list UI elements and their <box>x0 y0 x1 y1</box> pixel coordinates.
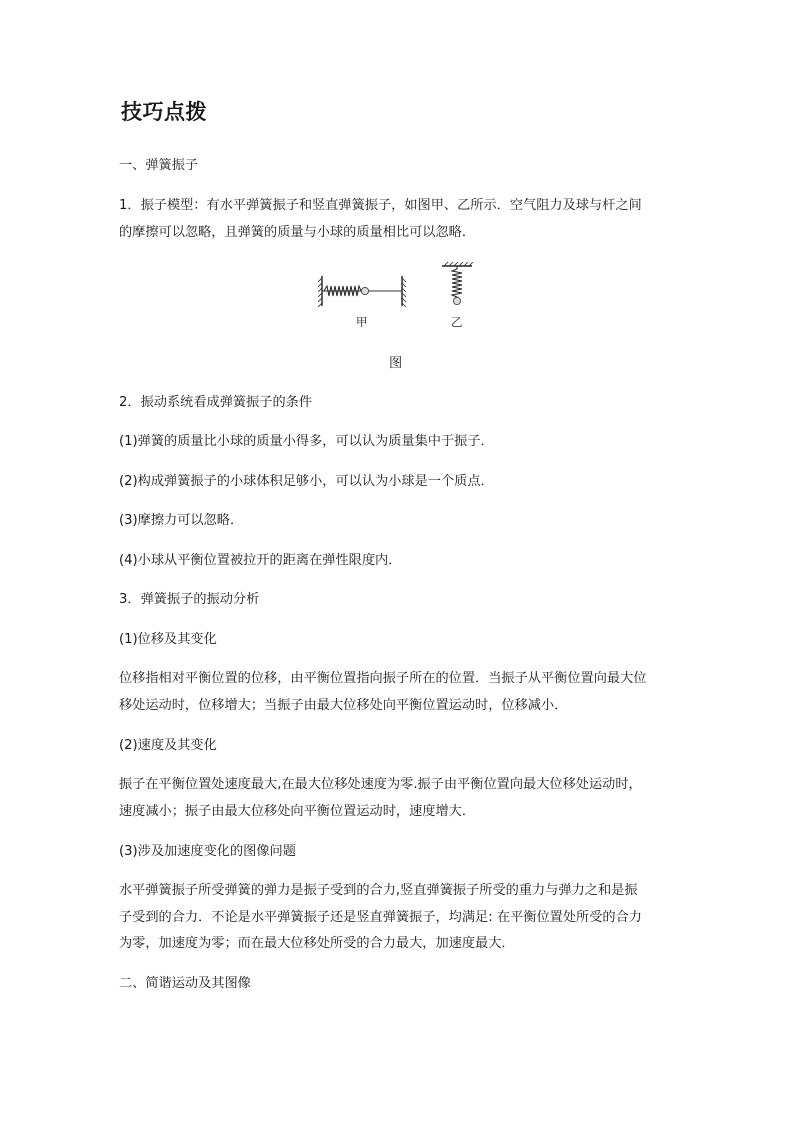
sub-heading-velocity: (2)速度及其变化 <box>119 738 217 753</box>
page-title: 技巧点拨 <box>121 100 207 124</box>
paragraph-line: 子受到的合力．不论是水平弹簧振子还是竖直弹簧振子，均满足: 在平衡位置处所受的合力 <box>119 910 642 925</box>
paragraph-line: 位移指相对平衡位置的位移，由平衡位置指向振子所在的位置．当振子从平衡位置向最大位 <box>119 671 647 686</box>
paragraph-line: 的摩擦可以忽略，且弹簧的质量与小球的质量相比可以忽略． <box>119 225 476 240</box>
subsection-heading: 2．振动系统看成弹簧振子的条件 <box>119 395 313 410</box>
horizontal-oscillator <box>318 276 406 307</box>
figure-caption: 图 <box>389 356 403 371</box>
condition-item: (3)摩擦力可以忽略． <box>119 513 244 528</box>
spring-oscillator-figure <box>318 262 488 334</box>
figure-label-yi: 乙 <box>451 315 463 329</box>
spring-diagram <box>318 262 488 334</box>
section-heading-spring-oscillator: 一、弹簧振子 <box>119 158 199 173</box>
paragraph-line: 水平弹簧振子所受弹簧的弹力是振子受到的合力,竖直弹簧振子所受的重力与弹力之和是振 <box>119 883 638 898</box>
condition-item: (4)小球从平衡位置被拉开的距离在弹性限度内． <box>119 553 402 568</box>
paragraph-line: 为零，加速度为零；而在最大位移处所受的合力最大，加速度最大． <box>119 936 515 951</box>
condition-item: (2)构成弹簧振子的小球体积足够小，可以认为小球是一个质点． <box>119 474 494 489</box>
figure-label-jia: 甲 <box>356 315 368 329</box>
paragraph-line: 速度减小；振子由最大位移处向平衡位置运动时，速度增大． <box>119 804 476 819</box>
paragraph-line: 1．振子模型：有水平弹簧振子和竖直弹簧振子，如图甲、乙所示．空气阻力及球与杆之间 <box>119 198 642 213</box>
sub-heading-acceleration: (3)涉及加速度变化的图像问题 <box>119 844 296 859</box>
subsection-heading: 3．弹簧振子的振动分析 <box>119 592 260 607</box>
paragraph-line: 移处运动时，位移增大；当振子由最大位移处向平衡位置运动时，位移减小． <box>119 698 568 713</box>
vertical-oscillator <box>442 262 473 305</box>
sub-heading-displacement: (1)位移及其变化 <box>119 632 217 647</box>
condition-item: (1)弹簧的质量比小球的质量小得多，可以认为质量集中于振子． <box>119 434 494 449</box>
paragraph-line: 振子在平衡位置处速度最大,在最大位移处速度为零.振子由平衡位置向最大位移处运动时， <box>119 777 642 792</box>
section-heading-simple-harmonic: 二、简谐运动及其图像 <box>119 976 251 991</box>
